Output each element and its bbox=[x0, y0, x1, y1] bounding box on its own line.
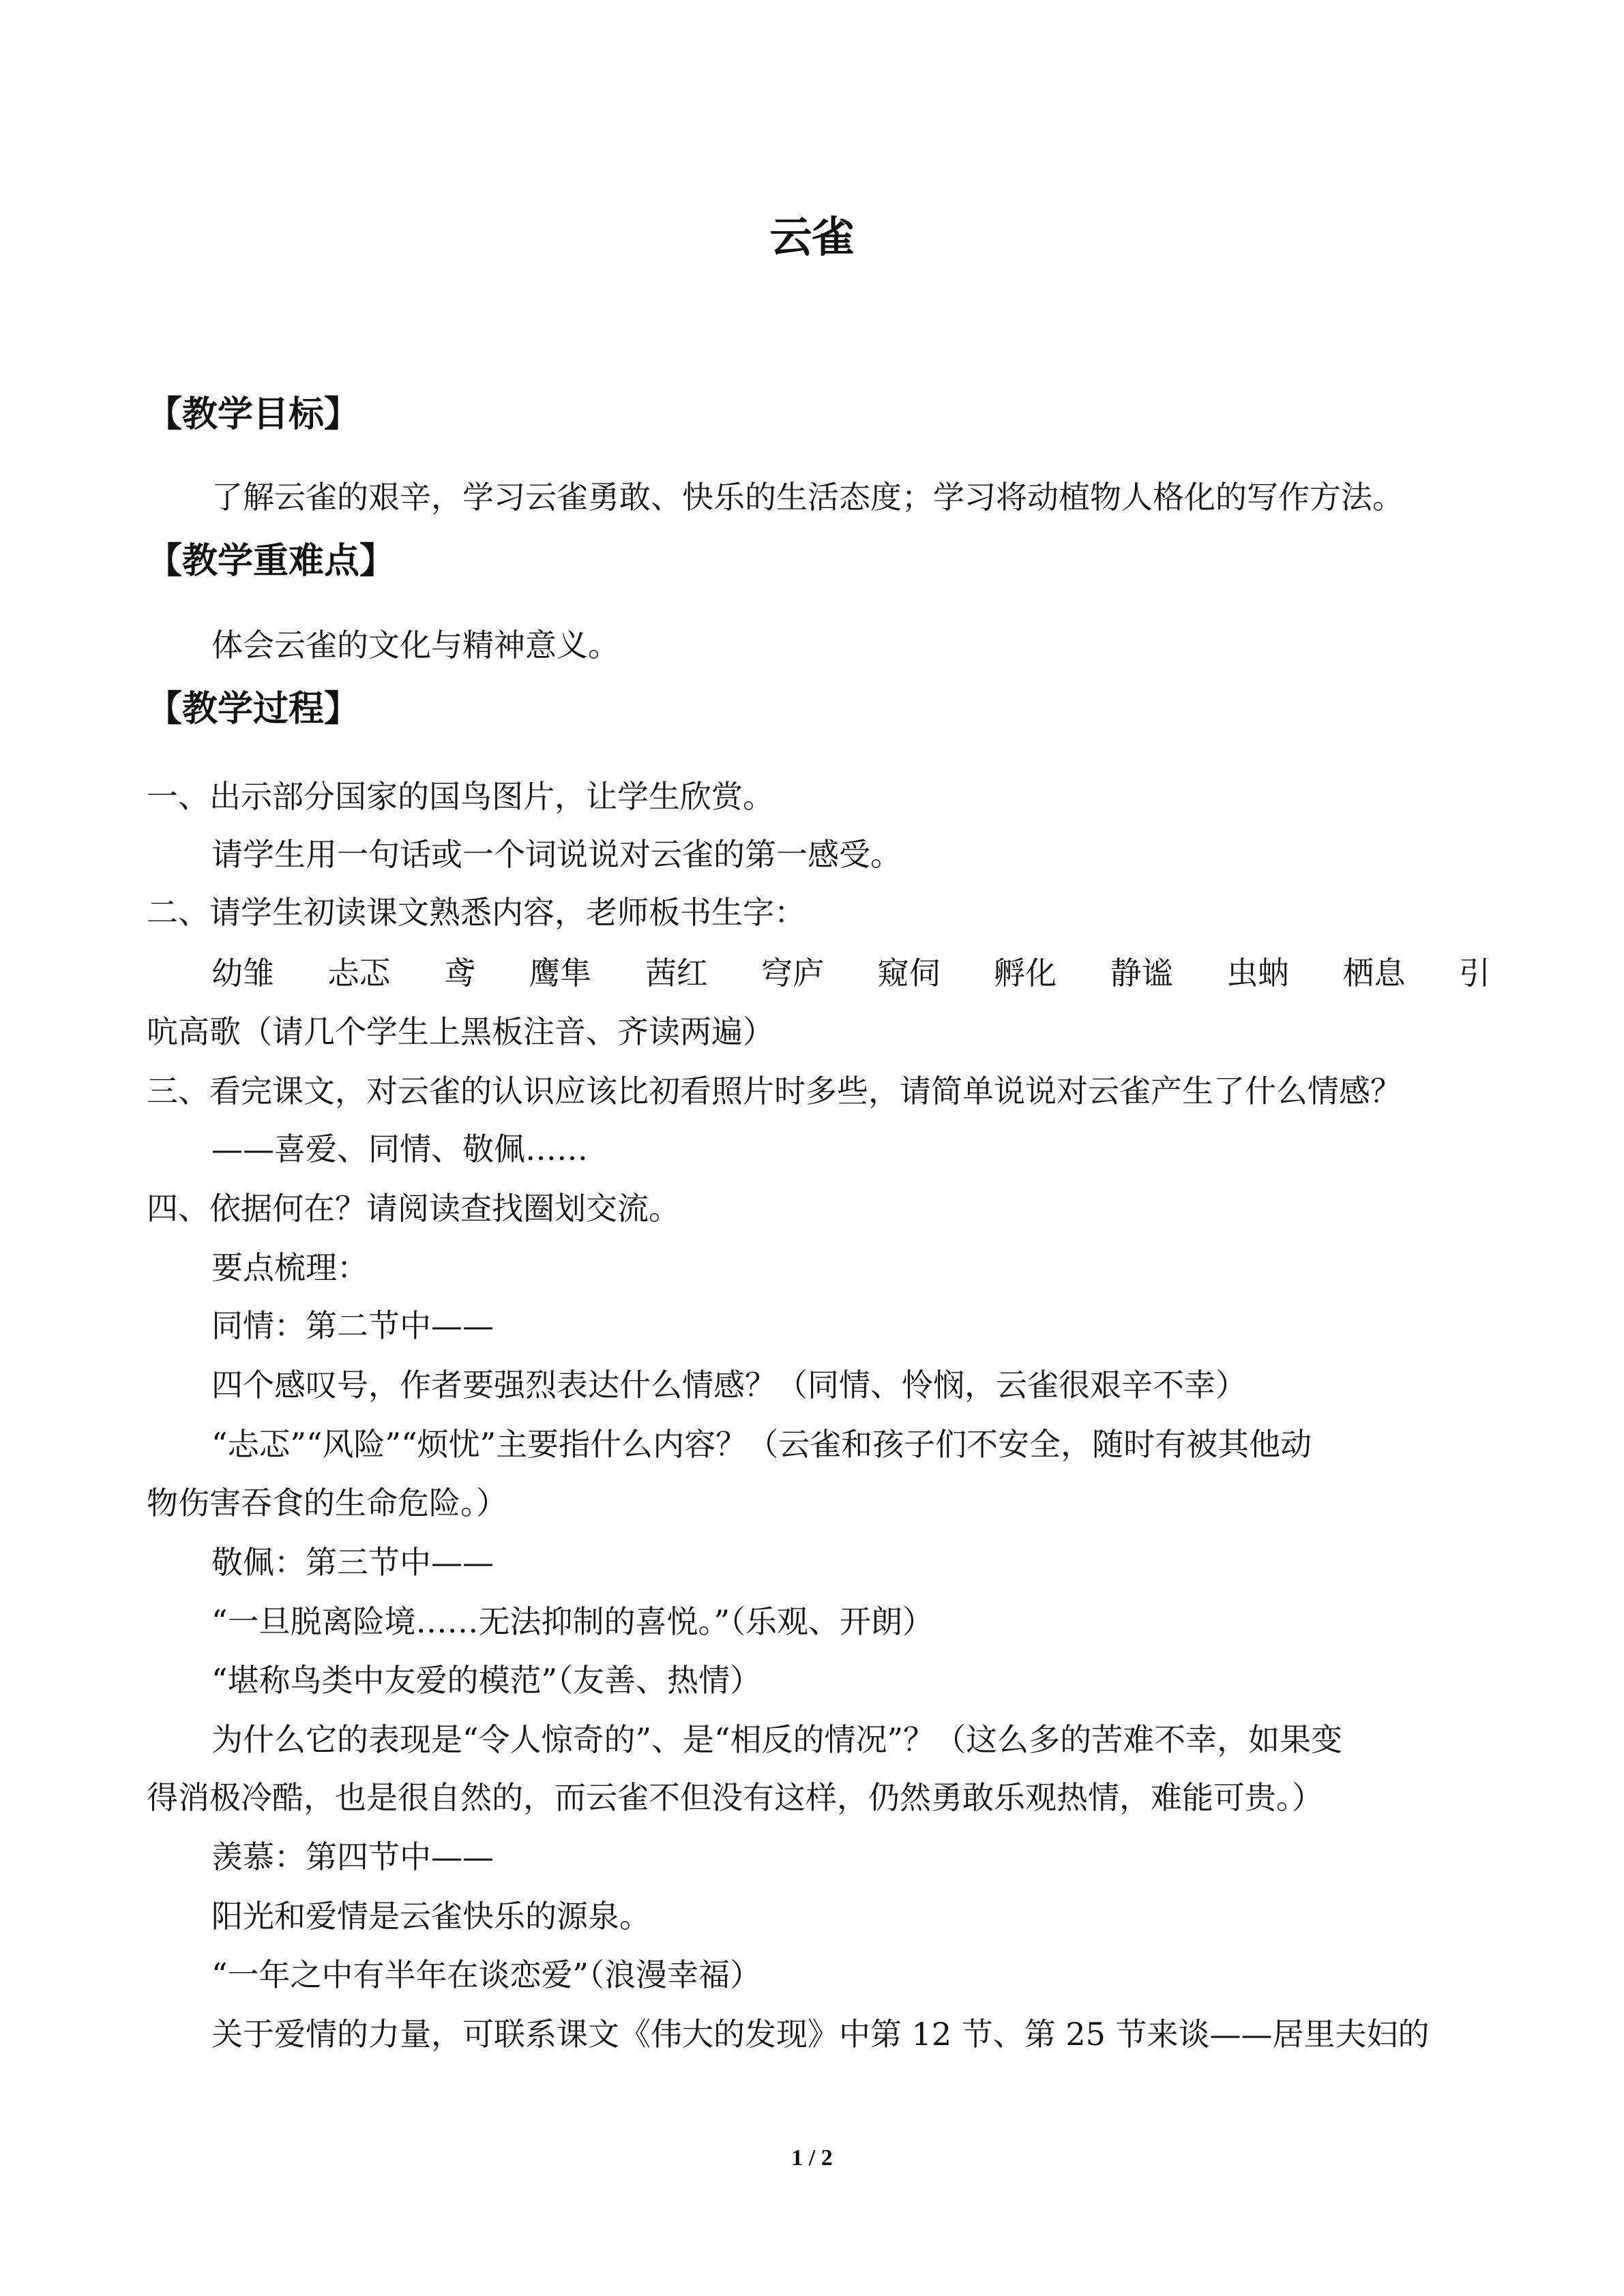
new-character: 孵化 bbox=[994, 955, 1057, 992]
process-line: 三、看完课文，对云雀的认识应该比初看照片时多些，请简单说说对云雀产生了什么情感？ bbox=[147, 1073, 1402, 1109]
process-line: “忐忑”“风险”“烦忧”主要指什么内容？（云雀和孩子们不安全，随时有被其他动 bbox=[211, 1426, 1312, 1463]
new-character: 引 bbox=[1458, 955, 1490, 992]
process-line: 阳光和爱情是云雀快乐的源泉。 bbox=[211, 1898, 651, 1935]
process-line: 四、依据何在？请阅读查找圈划交流。 bbox=[147, 1190, 680, 1227]
process-line: ——喜爱、同情、敬佩…… bbox=[211, 1131, 588, 1167]
new-character: 茜红 bbox=[645, 955, 708, 992]
heading-objectives: 【教学目标】 bbox=[147, 394, 360, 435]
process-line: 物伤害吞食的生命危险。） bbox=[147, 1485, 507, 1521]
heading-key-points: 【教学重难点】 bbox=[147, 541, 396, 582]
process-line: 要点梳理： bbox=[211, 1249, 368, 1286]
process-line: 敬佩：第三节中—— bbox=[211, 1544, 494, 1581]
process-line: 请学生用一句话或一个词说说对云雀的第一感受。 bbox=[211, 836, 902, 873]
new-character: 忐忑 bbox=[327, 955, 391, 992]
process-line: 吭高歌（请几个学生上黑板注音、齐读两遍） bbox=[147, 1013, 774, 1050]
process-line: 四个感叹号，作者要强烈表达什么情感？（同情、怜悯，云雀很艰辛不幸） bbox=[211, 1367, 1247, 1403]
process-line: 一、出示部分国家的国鸟图片，让学生欣赏。 bbox=[147, 778, 774, 815]
new-character: 鸢 bbox=[443, 955, 475, 992]
process-line: “一年之中有半年在谈恋爱”（浪漫幸福） bbox=[211, 1956, 762, 1993]
process-line: 关于爱情的力量，可联系课文《伟大的发现》中第 12 节、第 25 节来谈——居里夫妇的 bbox=[211, 2016, 1430, 2053]
new-character: 虫蚋 bbox=[1226, 955, 1290, 992]
new-character: 静谧 bbox=[1110, 955, 1173, 992]
new-character: 幼雏 bbox=[211, 955, 274, 992]
objectives-text: 了解云雀的艰辛，学习云雀勇敢、快乐的生活态度；学习将动植物人格化的写作方法。 bbox=[211, 479, 1404, 516]
new-character: 窥伺 bbox=[877, 955, 941, 992]
document-title: 云雀 bbox=[769, 212, 855, 262]
new-character: 鹰隼 bbox=[529, 955, 592, 992]
new-characters-row bbox=[211, 952, 1490, 994]
process-line: “堪称鸟类中友爱的模范”（友善、热情） bbox=[211, 1662, 762, 1699]
heading-process: 【教学过程】 bbox=[147, 689, 360, 730]
process-line: 同情：第二节中—— bbox=[211, 1307, 494, 1344]
process-line: 羡慕：第四节中—— bbox=[211, 1838, 494, 1875]
process-line: “一旦脱离险境……无法抑制的喜悦。”（乐观、开朗） bbox=[211, 1603, 934, 1640]
process-line: 二、请学生初读课文熟悉内容，老师板书生字： bbox=[147, 894, 806, 931]
process-line: 为什么它的表现是“令人惊奇的”、是“相反的情况”？（这么多的苦难不幸，如果变 bbox=[211, 1721, 1343, 1758]
new-character: 栖息 bbox=[1342, 955, 1406, 992]
page-indicator: 1 / 2 bbox=[791, 2145, 833, 2171]
new-character: 穹庐 bbox=[761, 955, 825, 992]
key-points-text: 体会云雀的文化与精神意义。 bbox=[211, 627, 619, 664]
process-line: 得消极冷酷，也是很自然的，而云雀不但没有这样，仍然勇敢乐观热情，难能可贵。） bbox=[147, 1779, 1323, 1816]
